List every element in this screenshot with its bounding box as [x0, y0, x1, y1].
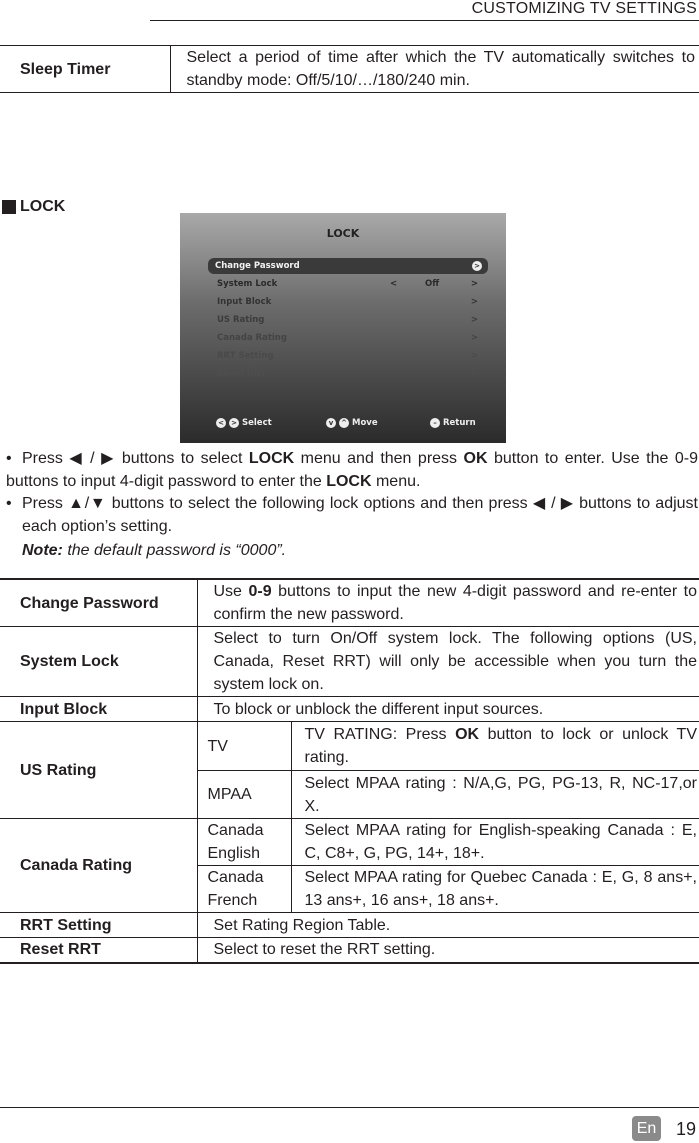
page-header: CUSTOMIZING TV SETTINGS — [471, 0, 697, 17]
square-bullet-icon — [2, 200, 16, 214]
row-label: RRT Setting — [0, 913, 197, 938]
row-label: Change Password — [20, 594, 159, 612]
footer-divider — [0, 1107, 699, 1108]
row-label: Input Block — [0, 697, 197, 722]
osd-item-system-lock: System Lock < Off > — [217, 279, 478, 289]
osd-item-canada-rating: Canada Rating > — [217, 333, 478, 343]
osd-hint-select: < > Select — [216, 418, 272, 428]
sub-label: TV — [197, 722, 291, 771]
row-label: System Lock — [0, 627, 197, 697]
instruction-bullet-2: • Press ▲/▼ buttons to select the following lock options and then press ◀ / ▶ buttons to adjust each option’s setting. — [6, 495, 698, 535]
sub-label: MPAA — [197, 771, 291, 819]
table-row — [0, 46, 699, 93]
row-desc: To block or unblock the different input sources. — [197, 697, 699, 722]
osd-item-change-password: Change Password > — [208, 258, 488, 274]
row-desc: Set Rating Region Table. — [197, 913, 699, 938]
section-heading — [2, 198, 65, 216]
table-row — [0, 579, 699, 627]
row-desc: Select to turn On/Off system lock. The following options (US, Canada, Reset RRT) will only be accessible when you turn the system lock on. — [197, 627, 699, 697]
lock-menu-screenshot — [180, 213, 506, 443]
sleep-timer-desc: Select a period of time after which the TV automatically switches to standby mode: Off/5/10/…/180/240 min. — [170, 46, 699, 93]
down-arrow-icon: v — [326, 418, 336, 428]
sub-desc: Select MPAA rating for Quebec Canada : E, G, 8 ans+, 13 ans+, 16 ans+, 18 ans+. — [291, 866, 699, 913]
row-label: Reset RRT — [0, 938, 197, 963]
header-divider — [150, 20, 699, 21]
osd-item-reset-rrt: Reset RRT > — [217, 369, 478, 379]
note: Note: the default password is “0000”. — [22, 542, 287, 559]
osd-item-us-rating: US Rating > — [217, 315, 478, 325]
osd-title: LOCK — [326, 227, 360, 240]
left-arrow-icon: < — [216, 418, 226, 428]
return-icon: – — [430, 418, 440, 428]
table-row — [0, 627, 699, 697]
table-row — [0, 938, 699, 963]
sub-desc: Select MPAA rating : N/A,G, PG, PG-13, R, NC-17,or X. — [291, 771, 699, 819]
sub-label: Canada French — [197, 866, 291, 913]
osd-item-rrt-setting: RRT Setting > — [217, 351, 478, 361]
page-number: 19 — [676, 1119, 697, 1139]
osd-hint-return: – Return — [430, 418, 476, 428]
table-row — [0, 819, 699, 866]
right-arrow-icon: > — [229, 418, 239, 428]
lock-options-table — [0, 578, 699, 964]
section-title: LOCK — [20, 198, 66, 215]
up-arrow-icon: ^ — [339, 418, 349, 428]
osd-item-input-block: Input Block > — [217, 297, 478, 307]
row-desc: Use 0-9 buttons to input the new 4-digit password and re-enter to confirm the new password. — [197, 579, 699, 627]
language-badge: En — [632, 1116, 661, 1141]
row-label: Canada Rating — [0, 819, 197, 913]
chevron-right-icon: > — [472, 261, 482, 271]
sleep-timer-label: Sleep Timer — [20, 60, 111, 78]
row-label: US Rating — [0, 722, 197, 819]
sub-desc: Select MPAA rating for English-speaking Canada : E, C, C8+, G, PG, 14+, 18+. — [291, 819, 699, 866]
table-row — [0, 722, 699, 771]
sleep-timer-table — [0, 45, 699, 93]
table-row — [0, 697, 699, 722]
sub-label: Canada English — [197, 819, 291, 866]
instruction-bullet-1: • Press ◀ / ▶ buttons to select LOCK menu and then press OK button to enter. Use the 0-9 buttons to input 4-digit password to enter the LOCK menu. — [6, 450, 698, 490]
row-desc: Select to reset the RRT setting. — [197, 938, 699, 963]
osd-hint-move: v ^ Move — [326, 418, 378, 428]
sub-desc: TV RATING: Press OK button to lock or unlock TV rating. — [291, 722, 699, 771]
table-row — [0, 913, 699, 938]
